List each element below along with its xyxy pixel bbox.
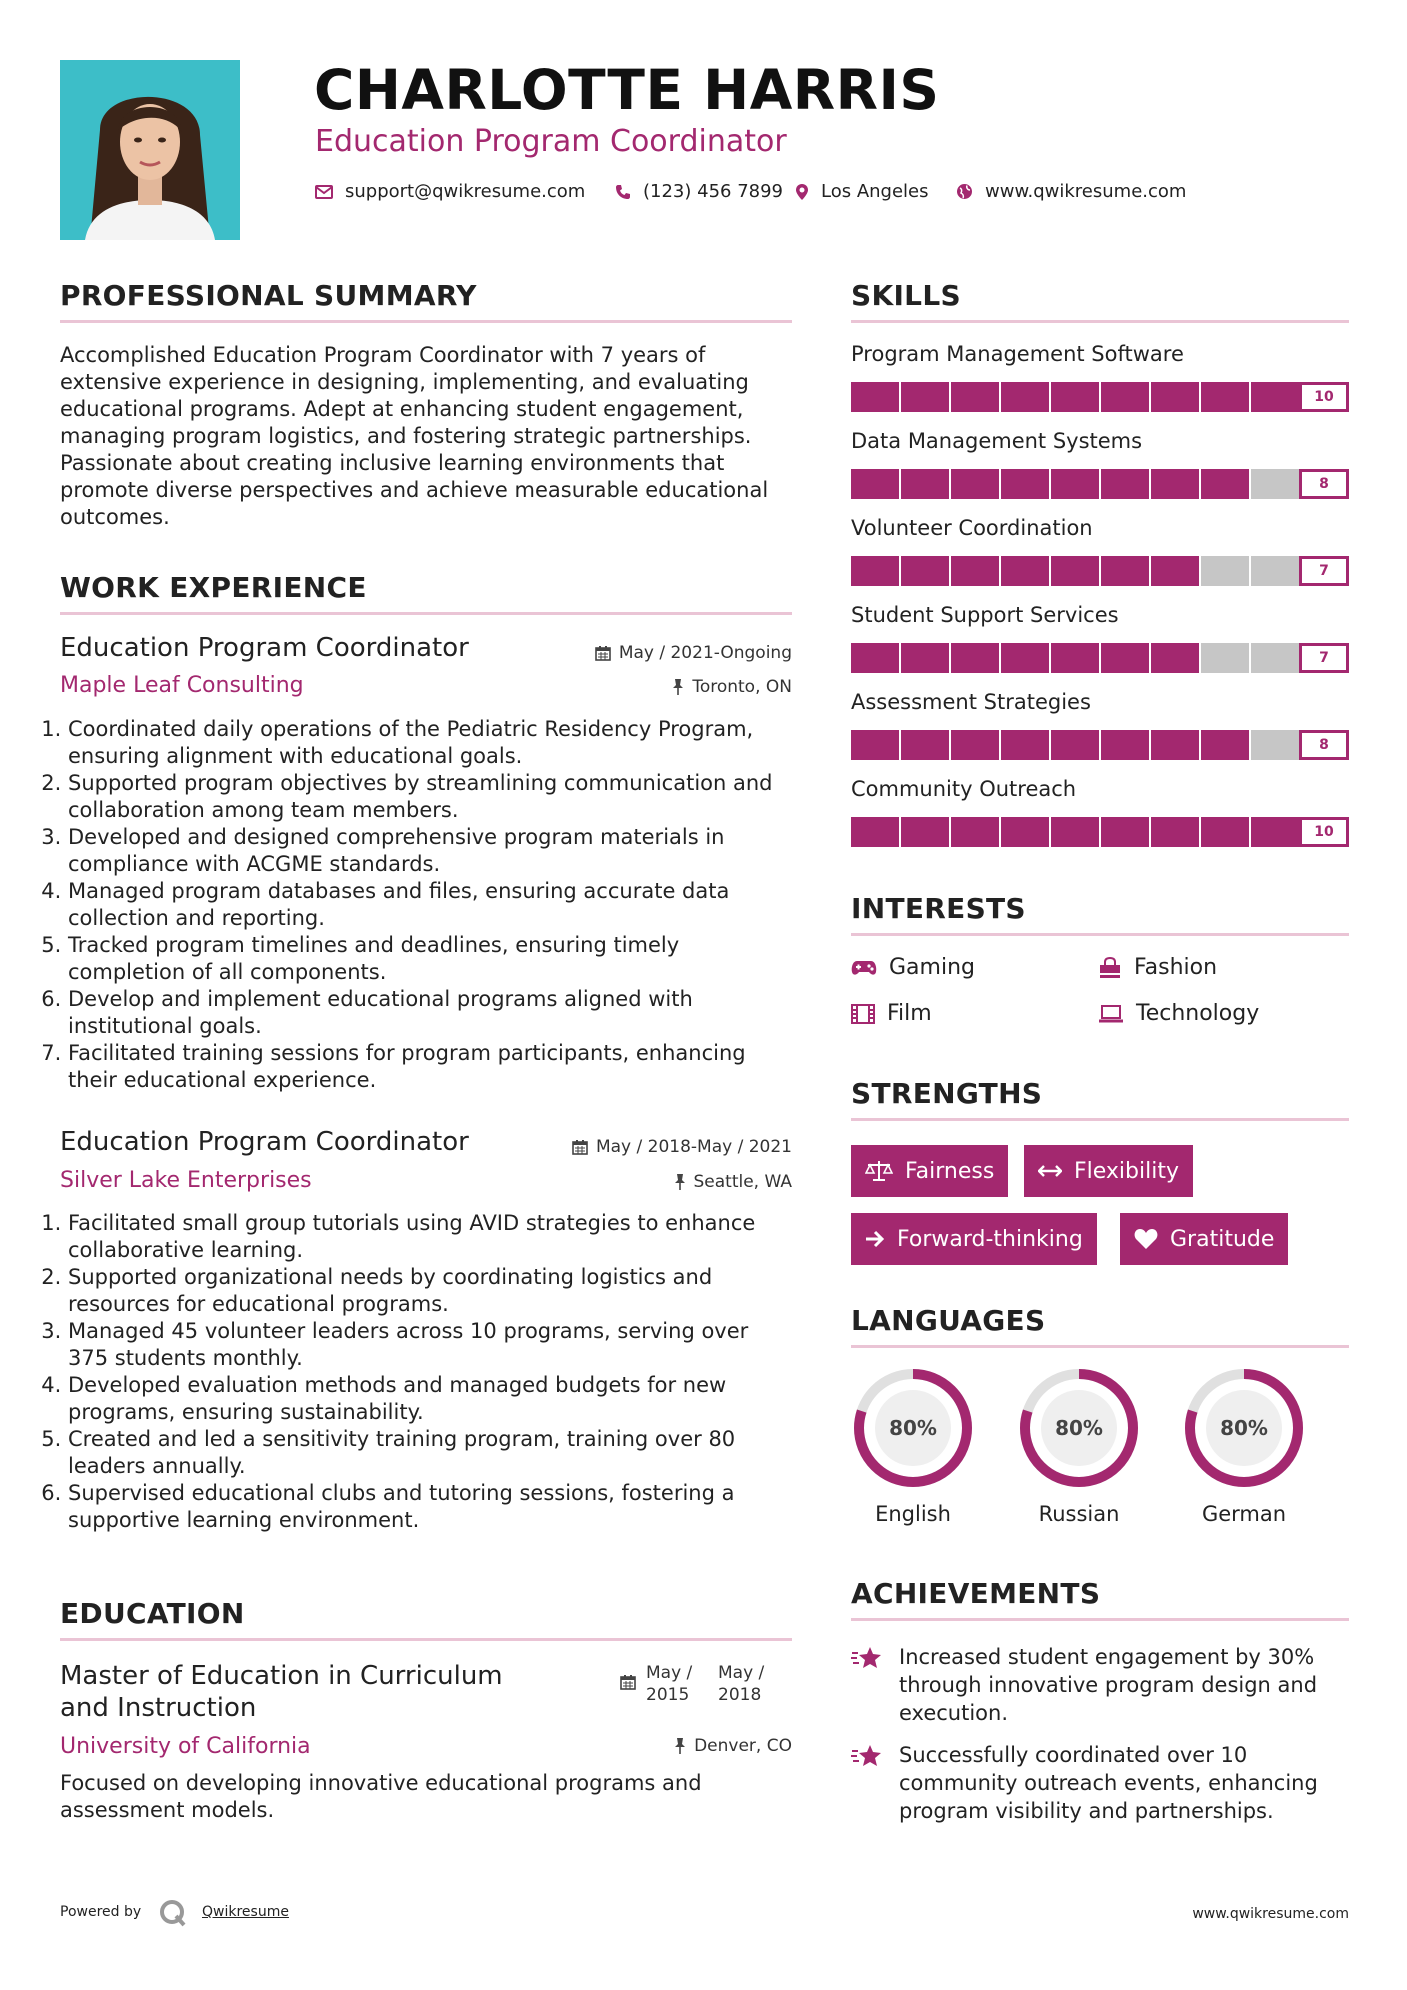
strength-gratitude [1120, 1213, 1288, 1265]
skill-label: Program Management Software [851, 342, 1184, 366]
achievements-divider [851, 1618, 1349, 1621]
education-location [540, 1736, 792, 1756]
skill-bar-segment [1001, 817, 1049, 847]
skill-bar-segment [1101, 469, 1149, 499]
map-pin-icon [795, 183, 809, 201]
education-dates [620, 1662, 780, 1706]
company-name: Maple Leaf Consulting [60, 673, 304, 698]
skill-bar-segment [1001, 469, 1049, 499]
strength-forward-thinking [851, 1213, 1097, 1265]
list-item: 2. Supported program objectives by streamlining communication and collaboration among team members. [68, 770, 795, 824]
contact-website[interactable] [956, 181, 1186, 202]
school-name: University of California [60, 1734, 311, 1759]
skill-bar-segment [1251, 469, 1299, 499]
strength-flexibility [1024, 1145, 1193, 1197]
job-date-text: May / 2021-Ongoing [618, 643, 792, 663]
skill-bar-segment [1051, 382, 1099, 412]
language-ring [1182, 1366, 1306, 1490]
skill-bar-segment [1201, 556, 1249, 586]
language-label: English [875, 1502, 951, 1526]
skill-bar-segment [951, 730, 999, 760]
list-item: 4. Developed evaluation methods and managed budgets for new programs, ensuring sustainability. [68, 1372, 795, 1426]
skill-bar-segment [951, 382, 999, 412]
skill-bar [851, 382, 1349, 412]
list-item: 6. Supervised educational clubs and tutoring sessions, fostering a supportive learning environment. [68, 1480, 795, 1534]
skill-bar-segment [1001, 643, 1049, 673]
qwikresume-link[interactable]: Qwikresume [202, 1904, 289, 1920]
skill-bar [851, 817, 1349, 847]
skill-bar-segment [901, 730, 949, 760]
list-item: 5. Tracked program timelines and deadlines, ensuring timely completion of all components. [68, 932, 795, 986]
list-item: 2. Supported organizational needs by coordinating logistics and resources for educational programs. [68, 1264, 795, 1318]
strengths-divider [851, 1118, 1349, 1121]
strengths-heading: STRENGTHS [851, 1077, 1043, 1110]
job-date-text: May / 2018-May / 2021 [595, 1137, 792, 1157]
interest-gaming [851, 955, 975, 980]
achievements-heading: ACHIEVEMENTS [851, 1577, 1101, 1610]
strength-label: Gratitude [1170, 1226, 1275, 1252]
skill-bar-segment [1151, 469, 1199, 499]
skill-bar-segment [951, 556, 999, 586]
summary-text: Accomplished Education Program Coordinator with 7 years of extensive experience in designing, implementing, and evaluating educational programs. Adept at enhancing student engagement, managing program logistics, and fostering strategic partnerships. Passionate about creating inclusive learning environments that promote diverse perspectives and achieve measurable educational outcomes. [60, 343, 769, 529]
skill-bar-segment [1151, 556, 1199, 586]
star-icon [851, 1743, 883, 1769]
skill-bar-segment [1201, 817, 1249, 847]
bag-icon [1098, 957, 1122, 979]
skill-bar-segment [901, 469, 949, 499]
achievement-text: Successfully coordinated over 10 community outreach events, enhancing program visibility and partnerships. [899, 1743, 1318, 1823]
skill-score: 7 [1299, 556, 1349, 586]
education-end-date: May / 2018 [718, 1663, 765, 1705]
star-icon [851, 1645, 883, 1671]
skill-bar-segment [851, 643, 899, 673]
pushpin-icon [674, 1173, 686, 1191]
candidate-role: Education Program Coordinator [315, 124, 787, 159]
skill-bar-segment [1151, 817, 1199, 847]
summary-heading: PROFESSIONAL SUMMARY [60, 279, 477, 312]
scale-icon [865, 1160, 893, 1182]
summary-divider [60, 320, 792, 323]
skill-bar-segment [1051, 730, 1099, 760]
interest-technology [1098, 1001, 1259, 1026]
gamepad-icon [851, 959, 877, 977]
skill-bar-segment [1051, 556, 1099, 586]
portrait-image [60, 60, 240, 240]
job-date [540, 643, 792, 663]
skill-bar-segment [1101, 382, 1149, 412]
skill-bar-segment [851, 382, 899, 412]
interest-label: Gaming [889, 955, 975, 980]
pushpin-icon [672, 678, 684, 696]
experience-heading: WORK EXPERIENCE [60, 571, 367, 604]
achievement-text: Increased student engagement by 30% through innovative program design and execution. [899, 1645, 1318, 1725]
skill-bar-segment [1201, 730, 1249, 760]
contact-phone[interactable] [615, 181, 783, 202]
calendar-icon [620, 1674, 636, 1690]
language-percent: 80% [1055, 1416, 1103, 1440]
interests-divider [851, 933, 1349, 936]
skill-bar-segment [1201, 643, 1249, 673]
skill-bar-segment [1251, 382, 1299, 412]
profile-photo [60, 60, 240, 240]
list-item: 3. Managed 45 volunteer leaders across 10 programs, serving over 375 students monthly. [68, 1318, 795, 1372]
skill-label: Assessment Strategies [851, 690, 1091, 714]
job-date [540, 1137, 792, 1157]
skill-bar-segment [1251, 556, 1299, 586]
website-text: www.qwikresume.com [985, 181, 1187, 202]
language-label: Russian [1038, 1502, 1120, 1526]
strength-fairness [851, 1145, 1008, 1197]
education-heading: EDUCATION [60, 1597, 245, 1630]
list-item: 4. Managed program databases and files, ensuring accurate data collection and reporting. [68, 878, 795, 932]
email-text: support@qwikresume.com [345, 181, 586, 202]
degree-title: Master of Education in Curriculum and Instruction [60, 1661, 503, 1723]
list-item: 1. Coordinated daily operations of the Pediatric Residency Program, ensuring alignment with educational goals. [68, 716, 795, 770]
skill-score: 8 [1299, 730, 1349, 760]
education-location-text: Denver, CO [694, 1736, 792, 1756]
language-ring [1017, 1366, 1141, 1490]
strength-label: Forward-thinking [897, 1226, 1083, 1252]
skill-bar-segment [1051, 643, 1099, 673]
phone-icon [615, 184, 631, 200]
skills-heading: SKILLS [851, 279, 961, 312]
calendar-icon [572, 1139, 588, 1155]
education-divider [60, 1638, 792, 1641]
language-ring [851, 1366, 975, 1490]
job-location-text: Seattle, WA [693, 1172, 792, 1192]
skill-bar-segment [1251, 643, 1299, 673]
language-label: German [1201, 1502, 1287, 1526]
film-icon [851, 1004, 875, 1024]
languages-divider [851, 1345, 1349, 1348]
achievement-item [851, 1643, 1349, 1727]
laptop-icon [1098, 1005, 1124, 1023]
skill-label: Student Support Services [851, 603, 1119, 627]
skill-bar-segment [901, 643, 949, 673]
skill-score: 10 [1299, 382, 1349, 412]
pushpin-icon [674, 1737, 686, 1755]
skill-bar-segment [1051, 817, 1099, 847]
list-item: 6. Develop and implement educational programs aligned with institutional goals. [68, 986, 795, 1040]
language-percent: 80% [889, 1416, 937, 1440]
skill-bar-segment [1001, 730, 1049, 760]
candidate-name: CHARLOTTE HARRIS [314, 58, 940, 122]
skill-bar [851, 469, 1349, 499]
skill-label: Data Management Systems [851, 429, 1143, 453]
location-text: Los Angeles [821, 181, 929, 202]
logo-icon [158, 1898, 188, 1928]
strength-label: Fairness [905, 1158, 995, 1184]
skill-bar-segment [951, 817, 999, 847]
skill-bar [851, 643, 1349, 673]
interest-label: Film [887, 1001, 932, 1026]
contact-email[interactable] [315, 181, 585, 202]
interest-label: Technology [1136, 1001, 1260, 1026]
skill-bar [851, 730, 1349, 760]
skill-bar-segment [1051, 469, 1099, 499]
skill-bar-segment [951, 643, 999, 673]
skill-score: 8 [1299, 469, 1349, 499]
language-item [851, 1366, 981, 1526]
skill-bar-segment [851, 730, 899, 760]
list-item: 5. Created and led a sensitivity training program, training over 80 leaders annually. [68, 1426, 795, 1480]
company-name: Silver Lake Enterprises [60, 1168, 312, 1193]
interest-fashion [1098, 955, 1217, 980]
skill-bar-segment [1151, 382, 1199, 412]
skill-bar-segment [851, 469, 899, 499]
footer-website[interactable]: www.qwikresume.com [1192, 1906, 1349, 1922]
language-item [1182, 1366, 1312, 1526]
education-description: Focused on developing innovative educational programs and assessment models. [60, 1771, 702, 1822]
experience-divider [60, 612, 792, 615]
skill-bar-segment [901, 556, 949, 586]
skill-bar-segment [1201, 382, 1249, 412]
calendar-icon [595, 645, 611, 661]
list-item: 3. Developed and designed comprehensive program materials in compliance with ACGME standards. [68, 824, 795, 878]
arrow-right-icon [865, 1230, 885, 1248]
skill-bar [851, 556, 1349, 586]
skills-divider [851, 320, 1349, 323]
arrows-icon [1038, 1164, 1062, 1178]
list-item: 7. Facilitated training sessions for program participants, enhancing their educational experience. [68, 1040, 795, 1094]
skill-bar-segment [1001, 382, 1049, 412]
job-location-text: Toronto, ON [692, 677, 792, 697]
skill-bar-segment [851, 817, 899, 847]
skill-bar-segment [1201, 469, 1249, 499]
powered-by-label: Powered by [60, 1904, 142, 1920]
interests-heading: INTERESTS [851, 892, 1026, 925]
list-item: 1. Facilitated small group tutorials using AVID strategies to enhance collaborative learning. [68, 1210, 795, 1264]
skill-bar-segment [901, 382, 949, 412]
job-location [540, 1172, 792, 1192]
education-start-date: May / 2015 [646, 1663, 693, 1705]
skill-label: Community Outreach [851, 777, 1077, 801]
skill-bar-segment [1101, 730, 1149, 760]
skill-bar-segment [951, 469, 999, 499]
skill-bar-segment [1151, 643, 1199, 673]
interest-film [851, 1001, 932, 1026]
languages-heading: LANGUAGES [851, 1304, 1046, 1337]
job-bullets [50, 1210, 795, 1534]
contact-location [795, 181, 929, 202]
skill-bar-segment [1251, 730, 1299, 760]
skill-bar-segment [1101, 643, 1149, 673]
skill-score: 7 [1299, 643, 1349, 673]
qwikresume-logo [158, 1898, 188, 1932]
achievement-item [851, 1741, 1349, 1825]
language-percent: 80% [1220, 1416, 1268, 1440]
job-title: Education Program Coordinator [60, 1127, 469, 1157]
skill-bar-segment [901, 817, 949, 847]
phone-text: (123) 456 7899 [643, 181, 784, 202]
skill-label: Volunteer Coordination [851, 516, 1093, 540]
skill-bar-segment [851, 556, 899, 586]
language-item [1017, 1366, 1147, 1526]
skill-bar-segment [1101, 556, 1149, 586]
job-location [540, 677, 792, 697]
envelope-icon [315, 185, 333, 199]
strength-label: Flexibility [1074, 1158, 1179, 1184]
job-title: Education Program Coordinator [60, 633, 469, 663]
globe-icon [956, 183, 973, 200]
interest-label: Fashion [1134, 955, 1218, 980]
skill-bar-segment [1251, 817, 1299, 847]
skill-bar-segment [1001, 556, 1049, 586]
job-bullets [50, 716, 795, 1094]
skill-bar-segment [1151, 730, 1199, 760]
heart-icon [1134, 1228, 1158, 1250]
skill-bar-segment [1101, 817, 1149, 847]
skill-score: 10 [1299, 817, 1349, 847]
